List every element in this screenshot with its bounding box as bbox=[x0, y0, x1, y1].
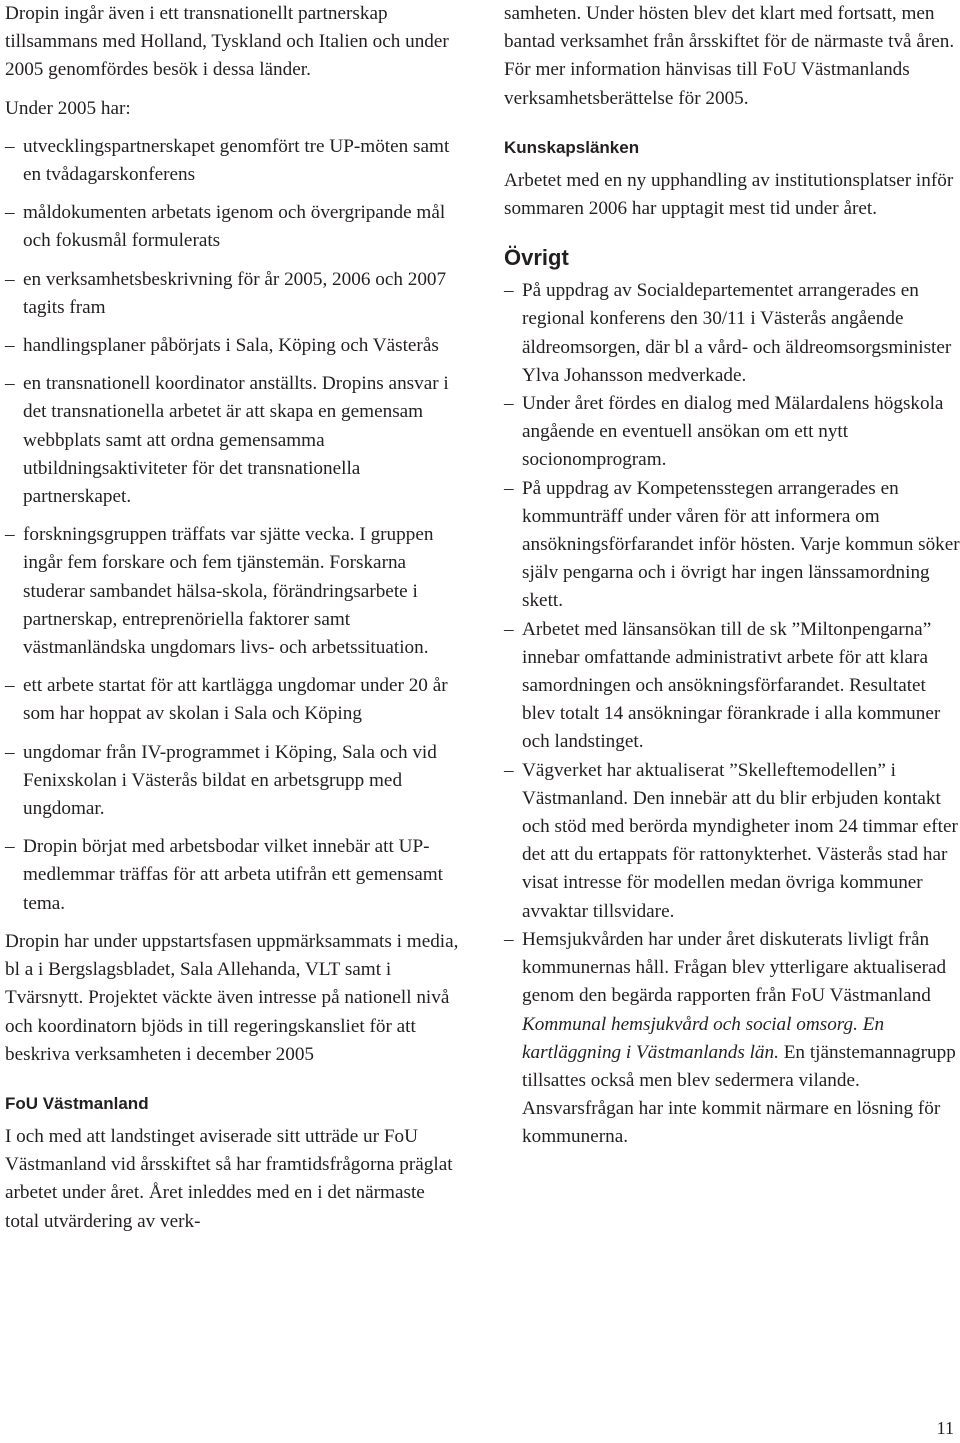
list-item: – Under året fördes en dialog med Mälardalens högskola angående en eventuell ansökan om ett nytt socionomprogram. bbox=[504, 393, 944, 471]
report-title: Kommunal hemsjukvård och social omsorg. En kartläggning i Västmanlands län. bbox=[522, 1013, 885, 1063]
list-item: – ett arbete startat för att kartlägga ungdomar under 20 år som har hoppat av skolan i Sala och Köping bbox=[5, 675, 448, 725]
list-item: – Vägverket har aktualiserat ”Skelleftemodellen” i Västmanland. Den innebär att du blir erbjuden kontakt och stöd med berörda myndigheter inom 24 timmar efter det att du ertappats för rattonykterhet. Västerås stad har visat intresse för modellen medan övriga kommuner avvaktar tillsvidare. bbox=[504, 759, 958, 922]
list-item: – måldokumenten arbetats igenom och övergripande mål och fokusmål formulerats bbox=[5, 202, 446, 252]
list-item: – handlingsplaner påbörjats i Sala, Köping och Västerås bbox=[5, 335, 439, 357]
fou-paragraph: I och med att landstinget aviserade sitt utträde ur FoU Västmanland vid årsskiftet så har framtidsfrågorna präglat arbetet under året. Året inleddes med en i det närmaste total utvärdering av verk- bbox=[5, 1125, 453, 1232]
list-item: – På uppdrag av Kompetensstegen arrangerades en kommunträff under våren för att informera om ansökningsförfarandet inför hösten. Varje kommun söker själv pengarna och i övrigt har ingen länssamordning skett. bbox=[504, 477, 960, 612]
fou-heading: FoU Västmanland bbox=[5, 1093, 149, 1113]
under-2005-heading: Under 2005 har: bbox=[5, 97, 131, 119]
list-item: – forskningsgruppen träffats var sjätte vecka. I gruppen ingår fem forskare och fem tjänstemän. Forskarna studerar sambandet hälsa-skola, förändringsarbete i partnerskap, entreprenöriella faktorer samt västmanländska ungdomars livs- och arbetssituation. bbox=[5, 524, 434, 659]
ovrigt-heading: Övrigt bbox=[504, 245, 569, 271]
right-column bbox=[504, 0, 960, 1152]
list-item: – Dropin börjat med arbetsbodar vilket innebär att UP-medlemmar träffas för att arbeta utifrån ett gemensamt tema. bbox=[5, 836, 443, 914]
kunskapslanken-heading: Kunskapslänken bbox=[504, 137, 640, 157]
page-number: 11 bbox=[936, 1418, 954, 1438]
list-item: – utvecklingspartnerskapet genomfört tre UP-möten samt en tvådagarskonferens bbox=[5, 135, 450, 186]
fou-continued-paragraph: samheten. Under hösten blev det klart med fortsatt, men bantad verksamhet från årsskiftet för de närmaste två åren. För mer information hänvisas till FoU Västmanlands verksamhetsberättelse för 2005. bbox=[504, 3, 955, 109]
left-column bbox=[5, 0, 461, 1236]
list-item: – ungdomar från IV-programmet i Köping, Sala och vid Fenixskolan i Västerås bildat en arbetsgrupp med ungdomar. bbox=[5, 741, 437, 820]
media-paragraph: Dropin har under uppstartsfasen uppmärksammats i media, bl a i Bergslagsbladet, Sala Allehanda, VLT samt i Tvärsnytt. Projektet väckte även intresse på nationell nivå och koordinatorn bjöds in till regeringskansliet för att beskriva verksamheten i december 2005 bbox=[5, 930, 459, 1065]
list-item: – På uppdrag av Socialdepartementet arrangerades en regional konferens den 30/11 i Västerås angående äldreomsorgen, där bl a vård- och äldreomsorgsminister Ylva Johansson medverkade. bbox=[504, 280, 952, 386]
kunskapslanken-paragraph: Arbetet med en ny upphandling av institutionsplatser inför sommaren 2006 har upptagit mest tid under året. bbox=[504, 169, 954, 220]
intro-paragraph: Dropin ingår även i ett transnationellt partnerskap tillsammans med Holland, Tyskland och Italien och under 2005 genomfördes besök i dessa länder. bbox=[5, 3, 449, 81]
list-item: – Hemsjukvården har under året diskuterats livligt från kommunernas håll. Frågan blev ytterligare aktualiserad genom den begärda rapporten från FoU Västmanland Kommunal hemsjukvård och social omsorg. En kartläggning i Västmanlands län. En tjänstemannagrupp tillsattes också men blev sedermera vilande. Ansvarsfrågan har inte kommit närmare en lösning för kommunerna. bbox=[504, 928, 956, 1148]
list-item: – en transnationell koordinator anställts. Dropins ansvar i det transnationella arbetet är att skapa en gemensam webbplats samt att ordna gemensamma utbildningsaktiviteter för det transnationella partnerskapet. bbox=[5, 373, 449, 508]
list-item: – en verksamhetsbeskrivning för år 2005, 2006 och 2007 tagits fram bbox=[5, 268, 447, 318]
list-item: – Arbetet med länsansökan till de sk ”Miltonpengarna” innebar omfattande administrativt arbete för att klara samordningen och ansökningsförfarandet. Resultatet blev totalt 14 ansökningar förankrade i alla kommuner och landstinget. bbox=[504, 618, 941, 753]
